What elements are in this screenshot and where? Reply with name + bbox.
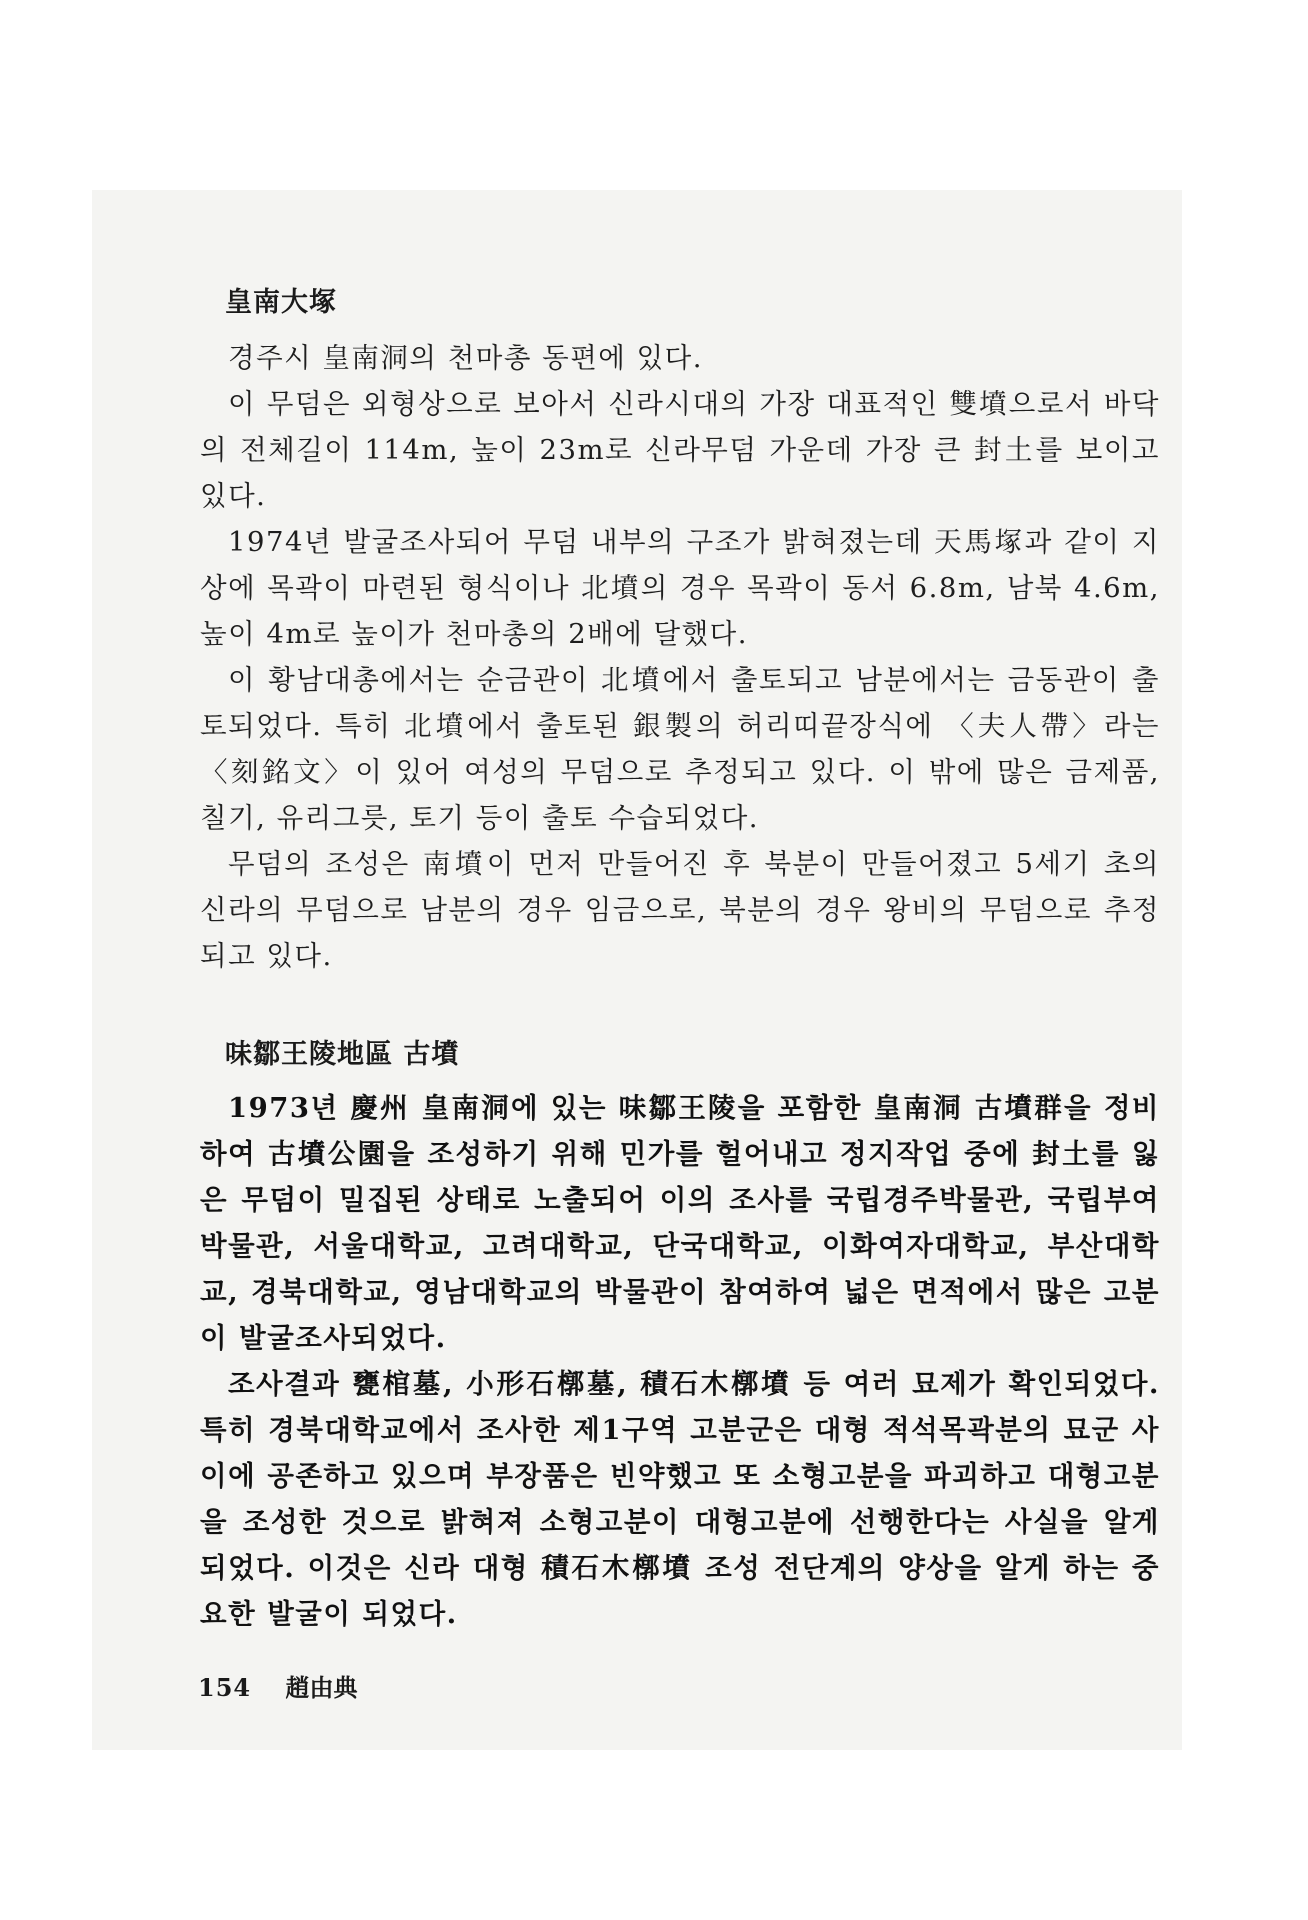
section-title-hwangnam-daechong: 皇南大塚 bbox=[225, 287, 337, 319]
section-body-hwangnam-daechong bbox=[200, 335, 1160, 979]
paragraph: 조사결과 甕棺墓, 小形石槨墓, 積石木槨墳 등 여러 묘제가 확인되었다. 특히 경북대학교에서 조사한 제1구역 고분군은 대형 적석목곽분의 묘군 사이에 공존하고 있으며 부장품은 빈약했고 또 소형고분을 파괴하고 대형고분을 조성한 것으로 밝혀져 소형고분이 대형고분에 선행한다는 사실을 알게 되었다. 이것은 신라 대형 積石木槨墳 조성 전단계의 양상을 알게 하는 중요한 발굴이 되었다. bbox=[200, 1368, 1160, 1630]
author-name: 趙由典 bbox=[285, 1673, 358, 1702]
page-number: 154 bbox=[198, 1673, 252, 1702]
paragraph: 1974년 발굴조사되어 무덤 내부의 구조가 밝혀졌는데 天馬塚과 같이 지상에 목곽이 마련된 형식이나 北墳의 경우 목곽이 동서 6.8m, 남북 4.6m, 높이 4m로 높이가 천마총의 2배에 달했다. bbox=[200, 526, 1160, 650]
paragraph: 이 황남대총에서는 순금관이 北墳에서 출토되고 남분에서는 금동관이 출토되었다. 특히 北墳에서 출토된 銀製의 허리띠끝장식에 〈夫人帶〉라는 〈刻銘文〉이 있어 여성의 무덤으로 추정되고 있다. 이 밖에 많은 금제품, 칠기, 유리그릇, 토기 등이 출토 수습되었다. bbox=[200, 664, 1160, 834]
section-body-michu-wangneung bbox=[200, 1085, 1160, 1637]
section-title-michu-wangneung: 味鄒王陵地區 古墳 bbox=[225, 1039, 460, 1071]
paragraph: 무덤의 조성은 南墳이 먼저 만들어진 후 북분이 만들어졌고 5세기 초의 신라의 무덤으로 남분의 경우 임금으로, 북분의 경우 왕비의 무덤으로 추정되고 있다. bbox=[200, 848, 1160, 972]
paragraph: 이 무덤은 외형상으로 보아서 신라시대의 가장 대표적인 雙墳으로서 바닥의 전체길이 114m, 높이 23m로 신라무덤 가운데 가장 큰 封土를 보이고 있다. bbox=[200, 388, 1160, 512]
paragraph: 경주시 皇南洞의 천마총 동편에 있다. bbox=[228, 342, 703, 374]
paragraph: 1973년 慶州 皇南洞에 있는 味鄒王陵을 포함한 皇南洞 古墳群을 정비하여 古墳公園을 조성하기 위해 민가를 헐어내고 정지작업 중에 封土를 잃은 무덤이 밀집된 상태로 노출되어 이의 조사를 국립경주박물관, 국립부여박물관, 서울대학교, 고려대학교, 단국대학교, 이화여자대학교, 부산대학교, 경북대학교, 영남대학교의 박물관이 참여하여 넓은 면적에서 많은 고분이 발굴조사되었다. bbox=[200, 1092, 1160, 1354]
page-footer bbox=[198, 1668, 357, 1703]
